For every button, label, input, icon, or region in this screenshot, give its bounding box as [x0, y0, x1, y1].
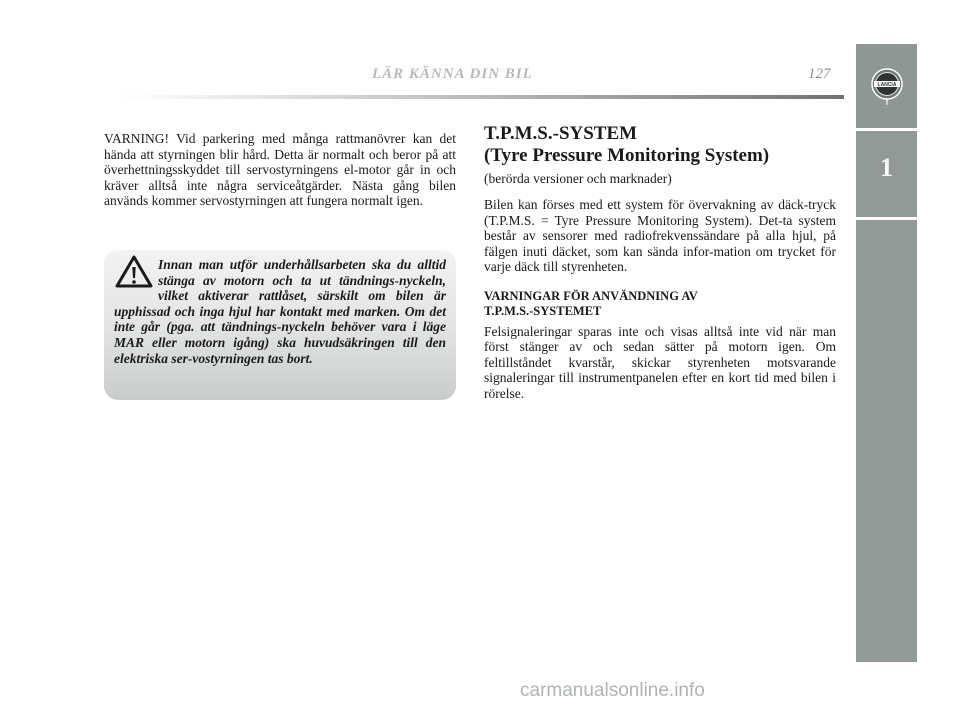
right-column [484, 123, 836, 401]
lancia-shield-icon [870, 66, 904, 106]
left-column [104, 131, 456, 209]
tpms-intro-paragraph: Bilen kan förses med ett system för övervakning av däck-tryck (T.P.M.S. = Tyre Pressure Monitoring System). Det-ta system består av sensorer med radiofrekvenssändare på alla hjul, på fälgen inuti däcket, som kan sända infor-mation om trycket för varje däck till styrenheten. [484, 197, 836, 274]
chapter-number: 1 [880, 153, 893, 182]
logo-box [856, 44, 917, 131]
running-header-title: LÄR KÄNNA DIN BIL [372, 66, 533, 82]
tpms-subheading [484, 289, 836, 320]
chapter-side-tab [856, 44, 917, 662]
section-title-line2: (Tyre Pressure Monitoring System) [484, 145, 770, 166]
section-subtitle: (berörda versioner och marknader) [484, 171, 672, 186]
tpms-body-paragraph: Felsignaleringar sparas inte och visas alltså inte vid när man först stänger av och sedan sätter på motorn igen. Om feltillståndet kvarstår, skickar styrenheten motsvarande signaleringar till instrumentpanelen efter en kort tid med bilen i rörelse. [484, 323, 836, 401]
warning-text-body: Innan man utför underhållsarbeten ska du alltid stänga av motorn och ta ut tändnings-nyckeln, vilket aktiverar rattlåset, särskilt om bilen är upphissad och inga hjul har kontakt med marken. Om det inte går (pga. att tändnings-nyckeln behöver vara i läge MAR eller motorn igång) ska huvudsäkringen till den elektriska ser-vostyrningen tas bort. [114, 257, 446, 366]
page-number: 127 [808, 66, 831, 82]
warning-box [104, 250, 456, 400]
warning-text [114, 257, 446, 366]
subheading-line2: T.P.M.S.-SYSTEMET [484, 304, 602, 318]
icon-spacer [114, 257, 158, 303]
chapter-number-box [856, 131, 917, 220]
header-rule [120, 95, 844, 99]
section-title-line1: T.P.M.S.-SYSTEM [484, 123, 638, 144]
logo-text: LANCIA [877, 82, 897, 88]
subheading-line1: VARNINGAR FÖR ANVÄNDNING AV [484, 288, 698, 303]
steering-warning-paragraph: VARNING! Vid parkering med många rattmanövrer kan det hända att styrningen blir hård. Detta är normalt och beror på att överhettningsskyddet till servostyrningens el-motor går in och kräver alltså inte några serviceåtgärder. Nästa gång bilen används kommer servostyrningen att fungera normalt igen. [104, 131, 456, 208]
watermark: carmanualsonline.info [520, 680, 705, 701]
section-title [484, 123, 836, 167]
